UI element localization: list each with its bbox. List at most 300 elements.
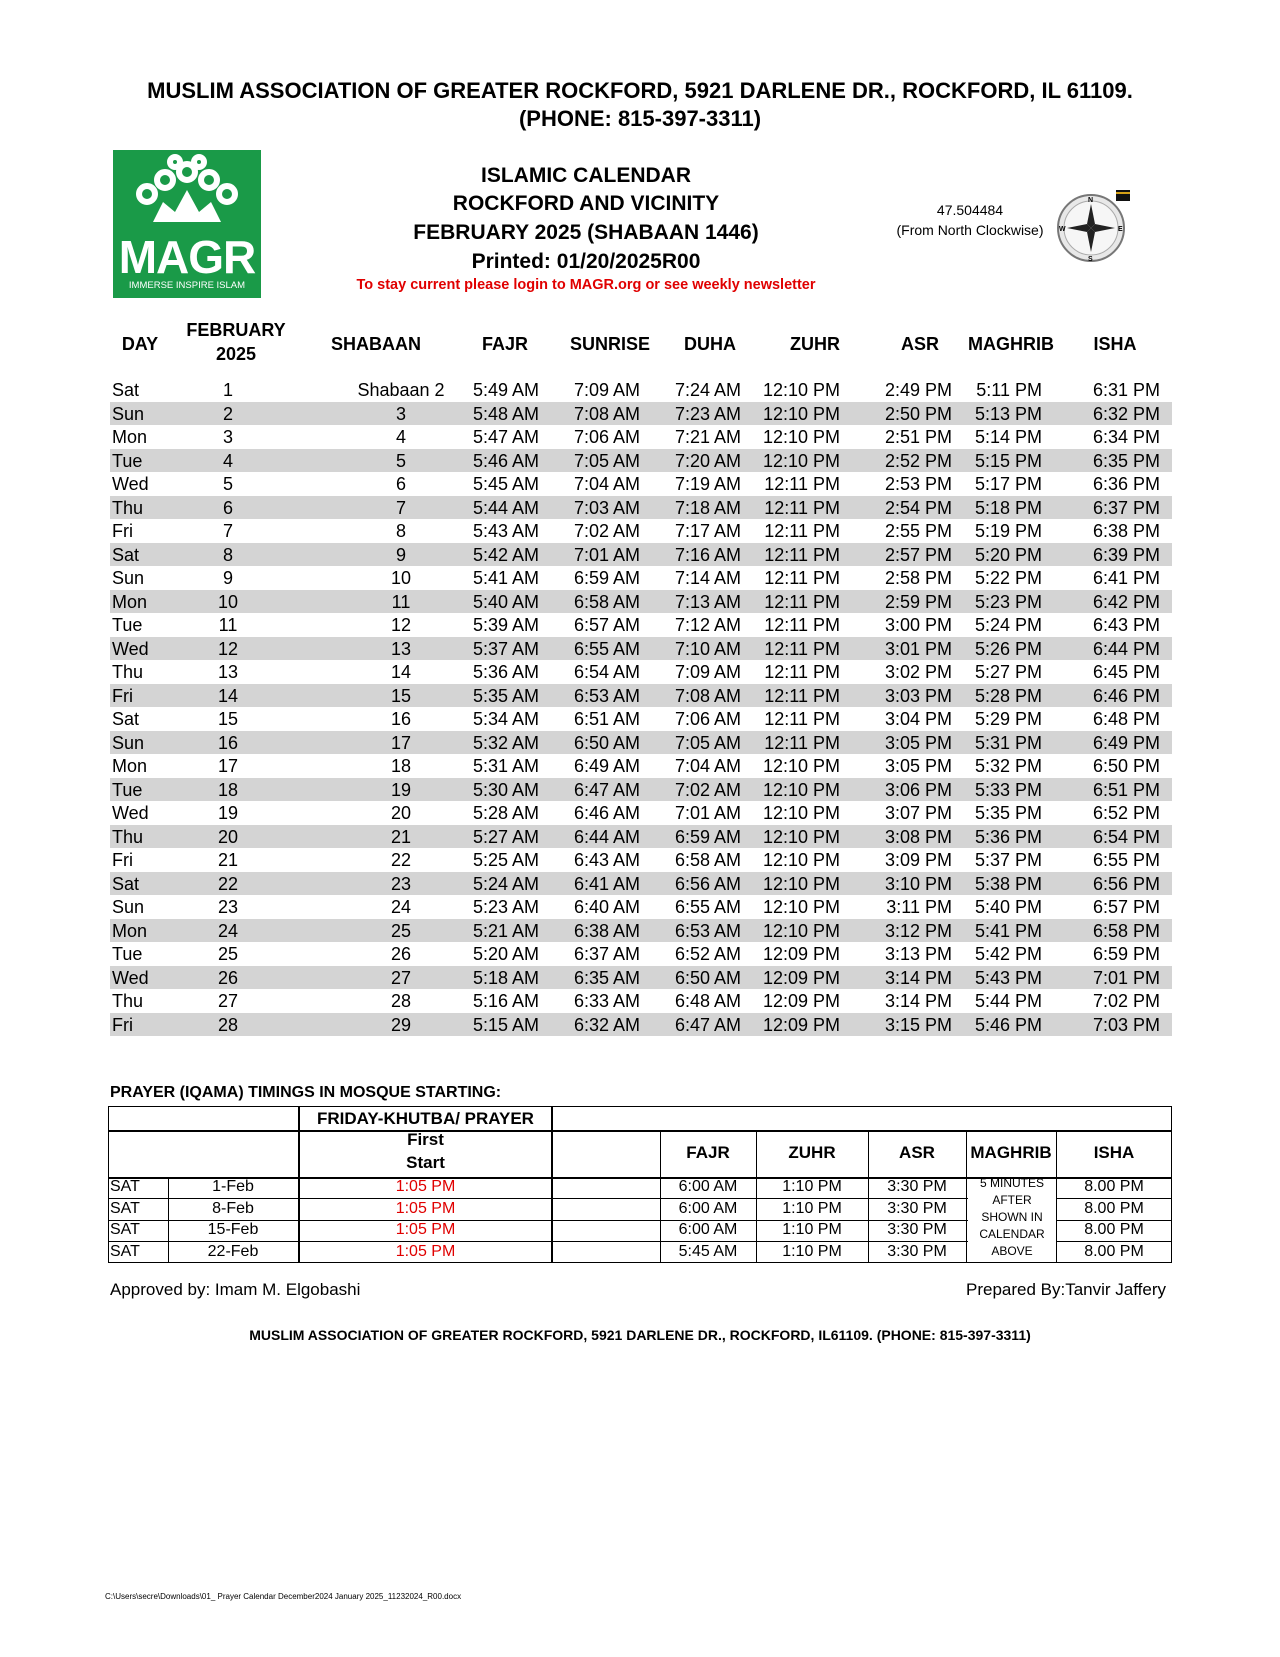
iqama-isha: 8.00 PM bbox=[1084, 1199, 1144, 1217]
cell-fajr: 5:35 AM bbox=[472, 685, 539, 706]
cell-day: Mon bbox=[112, 591, 148, 612]
cell-fajr: 5:30 AM bbox=[472, 779, 539, 800]
cell-date: 8 bbox=[222, 544, 233, 565]
cell-sunrise: 6:47 AM bbox=[573, 779, 640, 800]
cell-maghrib: 5:37 PM bbox=[974, 850, 1042, 870]
qibla-angle: 47.504484 bbox=[936, 202, 1004, 218]
iqama-date: 1-Feb bbox=[212, 1178, 254, 1195]
cell-maghrib: 5:32 PM bbox=[974, 756, 1042, 776]
calendar-printed-date: Printed: 01/20/2025R00 bbox=[471, 250, 701, 273]
approved-by: Approved by: Imam M. Elgobashi bbox=[110, 1280, 361, 1299]
cell-sunrise: 6:54 AM bbox=[573, 662, 640, 682]
cell-day: Mon bbox=[112, 920, 148, 941]
cell-duha: 7:24 AM bbox=[674, 380, 741, 400]
cell-day: Tue bbox=[112, 450, 143, 471]
cell-duha: 7:14 AM bbox=[674, 568, 741, 588]
cell-isha: 6:45 PM bbox=[1092, 662, 1160, 682]
iqama-zuhr: 1:10 PM bbox=[782, 1221, 842, 1238]
col-header-month bbox=[176, 320, 296, 365]
iqama-khutba-time: 1:05 PM bbox=[395, 1178, 456, 1195]
cell-date: 18 bbox=[217, 779, 239, 800]
col-header-shabaan: SHABAAN bbox=[331, 334, 421, 354]
cell-duha: 7:19 AM bbox=[674, 474, 741, 494]
cell-asr: 3:08 PM bbox=[884, 826, 952, 847]
cell-zuhr: 12:11 PM bbox=[764, 662, 840, 682]
cell-day: Wed bbox=[112, 803, 149, 823]
cell-zuhr: 12:10 PM bbox=[762, 427, 840, 447]
cell-maghrib: 5:11 PM bbox=[976, 380, 1042, 400]
cell-shabaan: 5 bbox=[395, 450, 406, 471]
cell-asr: 3:11 PM bbox=[886, 897, 952, 917]
calendar-row bbox=[110, 425, 1172, 448]
iqama-header-isha: ISHA bbox=[1093, 1143, 1135, 1162]
logo-emblem-icon bbox=[113, 150, 261, 230]
footer-address: MUSLIM ASSOCIATION OF GREATER ROCKFORD, 5921 DARLENE DR., ROCKFORD, IL61109. (PHONE: 815-397-3311) bbox=[249, 1327, 1031, 1343]
cell-shabaan: 4 bbox=[395, 427, 406, 447]
cell-asr: 2:54 PM bbox=[884, 497, 952, 518]
iqama-isha: 8.00 PM bbox=[1084, 1242, 1144, 1260]
cell-day: Sat bbox=[112, 873, 140, 894]
iqama-day: SAT bbox=[110, 1221, 140, 1238]
cell-date: 22 bbox=[217, 873, 239, 894]
cell-day: Tue bbox=[112, 944, 143, 964]
cell-sunrise: 6:40 AM bbox=[573, 897, 640, 917]
cell-maghrib: 5:28 PM bbox=[974, 685, 1042, 706]
calendar-row bbox=[110, 613, 1172, 636]
prepared-by: Prepared By:Tanvir Jaffery bbox=[966, 1280, 1166, 1299]
cell-maghrib: 5:44 PM bbox=[974, 991, 1042, 1011]
cell-shabaan: 27 bbox=[390, 967, 412, 988]
cell-maghrib: 5:23 PM bbox=[974, 591, 1042, 612]
iqama-asr: 3:30 PM bbox=[887, 1178, 947, 1195]
calendar-row bbox=[110, 989, 1172, 1012]
compass-icon bbox=[1056, 186, 1134, 264]
cell-maghrib: 5:42 PM bbox=[974, 944, 1042, 964]
cell-shabaan: 7 bbox=[395, 497, 406, 518]
cell-sunrise: 7:04 AM bbox=[573, 474, 640, 494]
cell-day: Thu bbox=[112, 991, 144, 1011]
calendar-row bbox=[110, 543, 1172, 566]
cell-isha: 6:57 PM bbox=[1092, 897, 1160, 917]
calendar-month: FEBRUARY 2025 (SHABAAN 1446) bbox=[413, 221, 759, 244]
cell-duha: 6:56 AM bbox=[674, 873, 741, 894]
cell-shabaan: 14 bbox=[390, 662, 412, 682]
cell-zuhr: 12:10 PM bbox=[762, 450, 840, 471]
cell-fajr: 5:32 AM bbox=[472, 732, 539, 753]
cell-isha: 6:54 PM bbox=[1092, 826, 1160, 847]
cell-date: 27 bbox=[217, 991, 239, 1011]
cell-sunrise: 7:06 AM bbox=[573, 427, 640, 447]
cell-isha: 6:55 PM bbox=[1092, 850, 1160, 870]
calendar-row bbox=[110, 378, 1172, 401]
cell-date: 14 bbox=[217, 685, 239, 706]
cell-sunrise: 6:59 AM bbox=[573, 568, 640, 588]
calendar-row bbox=[110, 942, 1172, 965]
cell-fajr: 5:41 AM bbox=[472, 568, 539, 588]
cell-zuhr: 12:11 PM bbox=[764, 568, 840, 588]
cell-day: Sun bbox=[112, 568, 145, 588]
calendar-row bbox=[110, 778, 1172, 801]
cell-date: 10 bbox=[217, 591, 239, 612]
cell-isha: 6:59 PM bbox=[1092, 944, 1160, 964]
col-header-fajr: FAJR bbox=[481, 334, 528, 354]
calendar-notice: To stay current please login to MAGR.org or see weekly newsletter bbox=[356, 277, 816, 293]
cell-fajr: 5:42 AM bbox=[472, 544, 539, 565]
cell-fajr: 5:43 AM bbox=[472, 521, 539, 541]
cell-asr: 3:10 PM bbox=[884, 873, 952, 894]
cell-asr: 3:05 PM bbox=[884, 732, 952, 753]
cell-shabaan: 3 bbox=[395, 403, 406, 424]
cell-fajr: 5:23 AM bbox=[472, 897, 539, 917]
cell-shabaan: 18 bbox=[390, 756, 412, 776]
cell-maghrib: 5:29 PM bbox=[974, 709, 1042, 729]
cell-isha: 6:43 PM bbox=[1092, 615, 1160, 635]
cell-maghrib: 5:19 PM bbox=[974, 521, 1042, 541]
cell-date: 3 bbox=[222, 427, 233, 447]
maghrib-note-line: 5 MINUTES bbox=[979, 1176, 1044, 1190]
cell-isha: 6:37 PM bbox=[1092, 497, 1160, 518]
iqama-header-asr: ASR bbox=[899, 1143, 935, 1162]
calendar-row bbox=[110, 707, 1172, 730]
cell-zuhr: 12:10 PM bbox=[762, 873, 840, 894]
cell-duha: 7:20 AM bbox=[674, 450, 741, 471]
cell-maghrib: 5:41 PM bbox=[974, 920, 1042, 941]
cell-asr: 3:09 PM bbox=[884, 850, 952, 870]
header-phone: (PHONE: 815-397-3311) bbox=[518, 106, 762, 131]
cell-sunrise: 6:41 AM bbox=[573, 873, 640, 894]
cell-asr: 3:14 PM bbox=[884, 991, 952, 1011]
calendar-row bbox=[110, 966, 1172, 989]
cell-sunrise: 6:46 AM bbox=[573, 803, 640, 823]
cell-day: Wed bbox=[112, 967, 149, 988]
iqama-divider bbox=[551, 1106, 553, 1263]
cell-fajr: 5:47 AM bbox=[472, 427, 539, 447]
cell-isha: 6:36 PM bbox=[1092, 474, 1160, 494]
cell-fajr: 5:48 AM bbox=[472, 403, 539, 424]
cell-asr: 2:49 PM bbox=[884, 380, 952, 400]
cell-day: Thu bbox=[112, 662, 144, 682]
cell-asr: 3:04 PM bbox=[884, 709, 952, 729]
cell-isha: 6:41 PM bbox=[1092, 568, 1160, 588]
iqama-header-maghrib: MAGHRIB bbox=[970, 1143, 1052, 1162]
cell-duha: 7:01 AM bbox=[674, 803, 741, 823]
cell-day: Thu bbox=[112, 826, 144, 847]
calendar-row bbox=[110, 637, 1172, 660]
cell-asr: 2:52 PM bbox=[884, 450, 952, 471]
cell-duha: 6:50 AM bbox=[674, 967, 741, 988]
cell-isha: 6:34 PM bbox=[1092, 427, 1160, 447]
cell-day: Sat bbox=[112, 709, 140, 729]
cell-isha: 6:52 PM bbox=[1092, 803, 1160, 823]
cell-zuhr: 12:10 PM bbox=[762, 403, 840, 424]
cell-isha: 6:50 PM bbox=[1092, 756, 1160, 776]
calendar-row bbox=[110, 590, 1172, 613]
cell-isha: 6:35 PM bbox=[1092, 450, 1160, 471]
cell-zuhr: 12:11 PM bbox=[764, 591, 840, 612]
cell-day: Sat bbox=[112, 380, 140, 400]
calendar-row bbox=[110, 754, 1172, 777]
iqama-day: SAT bbox=[110, 1199, 140, 1217]
header-address: MUSLIM ASSOCIATION OF GREATER ROCKFORD, 5921 DARLENE DR., ROCKFORD, IL 61109. bbox=[147, 78, 1133, 103]
cell-zuhr: 12:11 PM bbox=[764, 544, 840, 565]
maghrib-note-line: ABOVE bbox=[991, 1244, 1033, 1258]
cell-zuhr: 12:10 PM bbox=[762, 803, 840, 823]
cell-date: 28 bbox=[217, 1014, 239, 1035]
cell-asr: 3:13 PM bbox=[884, 944, 952, 964]
cell-shabaan: 24 bbox=[390, 897, 412, 917]
col-header-duha: DUHA bbox=[684, 334, 736, 354]
cell-fajr: 5:18 AM bbox=[472, 967, 539, 988]
iqama-date: 15-Feb bbox=[207, 1221, 259, 1238]
calendar-row bbox=[110, 731, 1172, 754]
cell-fajr: 5:37 AM bbox=[472, 638, 539, 659]
cell-zuhr: 12:10 PM bbox=[762, 920, 840, 941]
cell-maghrib: 5:36 PM bbox=[974, 826, 1042, 847]
cell-isha: 6:44 PM bbox=[1092, 638, 1160, 659]
khutba-first: First bbox=[407, 1130, 444, 1149]
cell-shabaan: 13 bbox=[390, 638, 412, 659]
cell-asr: 3:14 PM bbox=[884, 967, 952, 988]
cell-day: Mon bbox=[112, 756, 148, 776]
cell-zuhr: 12:10 PM bbox=[762, 897, 840, 917]
cell-shabaan: 11 bbox=[391, 591, 411, 612]
cell-zuhr: 12:11 PM bbox=[764, 732, 840, 753]
logo-tagline: IMMERSE INSPIRE ISLAM bbox=[128, 280, 246, 291]
cell-date: 5 bbox=[222, 474, 233, 494]
cell-asr: 3:15 PM bbox=[884, 1014, 952, 1035]
cell-shabaan: 12 bbox=[390, 615, 412, 635]
svg-text:W: W bbox=[1059, 226, 1066, 233]
cell-maghrib: 5:22 PM bbox=[974, 568, 1042, 588]
iqama-khutba-time: 1:05 PM bbox=[395, 1242, 456, 1260]
cell-shabaan: 26 bbox=[390, 944, 412, 964]
qibla-direction bbox=[880, 200, 1060, 240]
cell-fajr: 5:49 AM bbox=[472, 380, 539, 400]
cell-maghrib: 5:46 PM bbox=[974, 1014, 1042, 1035]
maghrib-note-line: AFTER bbox=[992, 1193, 1032, 1207]
cell-day: Wed bbox=[112, 638, 149, 659]
cell-day: Wed bbox=[112, 474, 149, 494]
iqama-header-zuhr: ZUHR bbox=[788, 1143, 836, 1162]
cell-duha: 6:58 AM bbox=[674, 850, 741, 870]
qibla-note: (From North Clockwise) bbox=[896, 222, 1044, 238]
calendar-row bbox=[110, 660, 1172, 683]
cell-isha: 6:42 PM bbox=[1092, 591, 1160, 612]
cell-isha: 6:56 PM bbox=[1092, 873, 1160, 894]
cell-sunrise: 6:50 AM bbox=[573, 732, 640, 753]
cell-zuhr: 12:11 PM bbox=[764, 685, 840, 706]
cell-shabaan: Shabaan 2 bbox=[357, 380, 445, 400]
cell-sunrise: 6:43 AM bbox=[573, 850, 640, 870]
maghrib-note-line: CALENDAR bbox=[979, 1227, 1045, 1241]
cell-sunrise: 6:32 AM bbox=[573, 1014, 640, 1035]
cell-sunrise: 6:51 AM bbox=[573, 709, 640, 729]
cell-shabaan: 15 bbox=[390, 685, 412, 706]
cell-maghrib: 5:14 PM bbox=[974, 427, 1042, 447]
cell-duha: 7:09 AM bbox=[674, 662, 741, 682]
cell-shabaan: 25 bbox=[390, 920, 412, 941]
col-header-maghrib: MAGHRIB bbox=[968, 334, 1054, 354]
cell-fajr: 5:16 AM bbox=[472, 991, 539, 1011]
cell-fajr: 5:36 AM bbox=[472, 662, 539, 682]
cell-shabaan: 28 bbox=[390, 991, 412, 1011]
cell-fajr: 5:21 AM bbox=[472, 920, 539, 941]
cell-zuhr: 12:10 PM bbox=[762, 779, 840, 800]
calendar-row bbox=[110, 895, 1172, 918]
col-header-sunrise: SUNRISE bbox=[569, 334, 650, 354]
cell-maghrib: 5:20 PM bbox=[974, 544, 1042, 565]
cell-shabaan: 22 bbox=[390, 850, 412, 870]
cell-maghrib: 5:35 PM bbox=[974, 803, 1042, 823]
iqama-isha: 8.00 PM bbox=[1084, 1221, 1144, 1238]
cell-fajr: 5:46 AM bbox=[472, 450, 539, 471]
cell-maghrib: 5:31 PM bbox=[974, 732, 1042, 753]
iqama-khutba-time: 1:05 PM bbox=[395, 1221, 456, 1238]
calendar-row bbox=[110, 684, 1172, 707]
cell-day: Fri bbox=[112, 850, 133, 870]
cell-duha: 7:04 AM bbox=[674, 756, 741, 776]
cell-fajr: 5:31 AM bbox=[472, 756, 539, 776]
calendar-row bbox=[110, 472, 1172, 495]
cell-sunrise: 6:38 AM bbox=[573, 920, 640, 941]
cell-sunrise: 7:08 AM bbox=[573, 403, 640, 424]
cell-date: 1 bbox=[222, 380, 233, 400]
cell-shabaan: 16 bbox=[390, 709, 412, 729]
cell-date: 12 bbox=[217, 638, 239, 659]
cell-asr: 2:51 PM bbox=[884, 427, 952, 447]
cell-shabaan: 10 bbox=[390, 568, 412, 588]
cell-fajr: 5:40 AM bbox=[472, 591, 539, 612]
iqama-isha: 8.00 PM bbox=[1084, 1178, 1144, 1195]
cell-maghrib: 5:18 PM bbox=[974, 497, 1042, 518]
cell-duha: 6:47 AM bbox=[674, 1014, 741, 1035]
cell-zuhr: 12:10 PM bbox=[762, 380, 840, 400]
cell-sunrise: 7:03 AM bbox=[573, 497, 640, 518]
cell-sunrise: 6:49 AM bbox=[573, 756, 640, 776]
calendar-row bbox=[110, 848, 1172, 871]
cell-date: 11 bbox=[218, 615, 238, 635]
cell-duha: 6:53 AM bbox=[674, 920, 741, 941]
cell-shabaan: 17 bbox=[390, 732, 412, 753]
calendar-row bbox=[110, 919, 1172, 942]
cell-asr: 2:50 PM bbox=[884, 403, 952, 424]
cell-maghrib: 5:33 PM bbox=[974, 779, 1042, 800]
iqama-date: 8-Feb bbox=[212, 1199, 254, 1217]
iqama-title: PRAYER (IQAMA) TIMINGS IN MOSQUE STARTING: bbox=[110, 1084, 502, 1101]
cell-duha: 7:12 AM bbox=[674, 615, 741, 635]
cell-shabaan: 21 bbox=[390, 826, 412, 847]
cell-duha: 7:23 AM bbox=[674, 403, 741, 424]
cell-day: Fri bbox=[112, 1014, 133, 1035]
cell-fajr: 5:28 AM bbox=[472, 803, 539, 823]
col-header-asr: ASR bbox=[900, 334, 939, 354]
cell-day: Tue bbox=[112, 779, 143, 800]
cell-date: 21 bbox=[217, 850, 239, 870]
cell-fajr: 5:15 AM bbox=[472, 1014, 539, 1035]
iqama-fajr: 6:00 AM bbox=[678, 1178, 738, 1195]
cell-zuhr: 12:09 PM bbox=[762, 991, 840, 1011]
cell-day: Sun bbox=[112, 732, 145, 753]
cell-zuhr: 12:11 PM bbox=[764, 521, 840, 541]
cell-isha: 6:38 PM bbox=[1092, 521, 1160, 541]
calendar-row bbox=[110, 402, 1172, 425]
cell-maghrib: 5:15 PM bbox=[974, 450, 1042, 471]
cell-duha: 6:55 AM bbox=[674, 897, 741, 917]
cell-date: 2 bbox=[222, 403, 233, 424]
cell-sunrise: 6:33 AM bbox=[573, 991, 640, 1011]
cell-duha: 7:18 AM bbox=[674, 497, 741, 518]
cell-duha: 7:08 AM bbox=[674, 685, 741, 706]
cell-shabaan: 20 bbox=[390, 803, 412, 823]
cell-fajr: 5:39 AM bbox=[472, 615, 539, 635]
cell-fajr: 5:34 AM bbox=[472, 709, 539, 729]
calendar-row bbox=[110, 801, 1172, 824]
cell-maghrib: 5:40 PM bbox=[974, 897, 1042, 917]
cell-duha: 7:06 AM bbox=[674, 709, 741, 729]
magr-logo bbox=[113, 150, 261, 298]
iqama-fajr: 6:00 AM bbox=[678, 1221, 738, 1238]
cell-fajr: 5:24 AM bbox=[472, 873, 539, 894]
cell-duha: 7:21 AM bbox=[674, 427, 741, 447]
cell-duha: 6:48 AM bbox=[674, 991, 741, 1011]
cell-day: Thu bbox=[112, 497, 144, 518]
calendar-title: ISLAMIC CALENDAR bbox=[481, 164, 691, 187]
cell-sunrise: 7:05 AM bbox=[573, 450, 640, 471]
cell-zuhr: 12:10 PM bbox=[762, 756, 840, 776]
cell-date: 23 bbox=[217, 897, 239, 917]
cell-duha: 6:59 AM bbox=[674, 826, 741, 847]
cell-duha: 7:05 AM bbox=[674, 732, 741, 753]
iqama-fajr: 6:00 AM bbox=[678, 1199, 738, 1217]
cell-fajr: 5:27 AM bbox=[472, 826, 539, 847]
cell-asr: 2:55 PM bbox=[884, 521, 952, 541]
khutba-header: FRIDAY-KHUTBA/ PRAYER bbox=[317, 1109, 534, 1128]
cell-asr: 3:03 PM bbox=[884, 685, 952, 706]
svg-text:N: N bbox=[1088, 197, 1094, 204]
calendar-row bbox=[110, 496, 1172, 519]
cell-sunrise: 7:09 AM bbox=[573, 380, 640, 400]
cell-asr: 3:02 PM bbox=[884, 662, 952, 682]
cell-sunrise: 6:55 AM bbox=[573, 638, 640, 659]
iqama-day: SAT bbox=[110, 1178, 140, 1195]
cell-asr: 3:00 PM bbox=[884, 615, 952, 635]
cell-isha: 7:01 PM bbox=[1092, 967, 1160, 988]
calendar-row bbox=[110, 825, 1172, 848]
cell-isha: 6:51 PM bbox=[1092, 779, 1160, 800]
cell-date: 16 bbox=[217, 732, 239, 753]
calendar-row bbox=[110, 872, 1172, 895]
cell-shabaan: 23 bbox=[390, 873, 412, 894]
cell-shabaan: 29 bbox=[390, 1014, 412, 1035]
cell-zuhr: 12:11 PM bbox=[764, 497, 840, 518]
cell-fajr: 5:25 AM bbox=[472, 850, 539, 870]
cell-sunrise: 7:01 AM bbox=[573, 544, 640, 565]
iqama-fajr: 5:45 AM bbox=[678, 1242, 738, 1260]
col-header-february: FEBRUARY bbox=[186, 320, 286, 340]
svg-text:E: E bbox=[1118, 226, 1123, 233]
cell-sunrise: 6:57 AM bbox=[573, 615, 640, 635]
cell-sunrise: 6:53 AM bbox=[573, 685, 640, 706]
col-header-zuhr: ZUHR bbox=[790, 334, 840, 354]
cell-isha: 6:46 PM bbox=[1092, 685, 1160, 706]
col-header-isha: ISHA bbox=[1093, 334, 1137, 354]
cell-day: Mon bbox=[112, 427, 148, 447]
cell-day: Sun bbox=[112, 403, 145, 424]
cell-asr: 2:59 PM bbox=[884, 591, 952, 612]
cell-isha: 6:32 PM bbox=[1092, 403, 1160, 424]
logo-name: MAGR bbox=[118, 231, 256, 283]
calendar-row bbox=[110, 566, 1172, 589]
